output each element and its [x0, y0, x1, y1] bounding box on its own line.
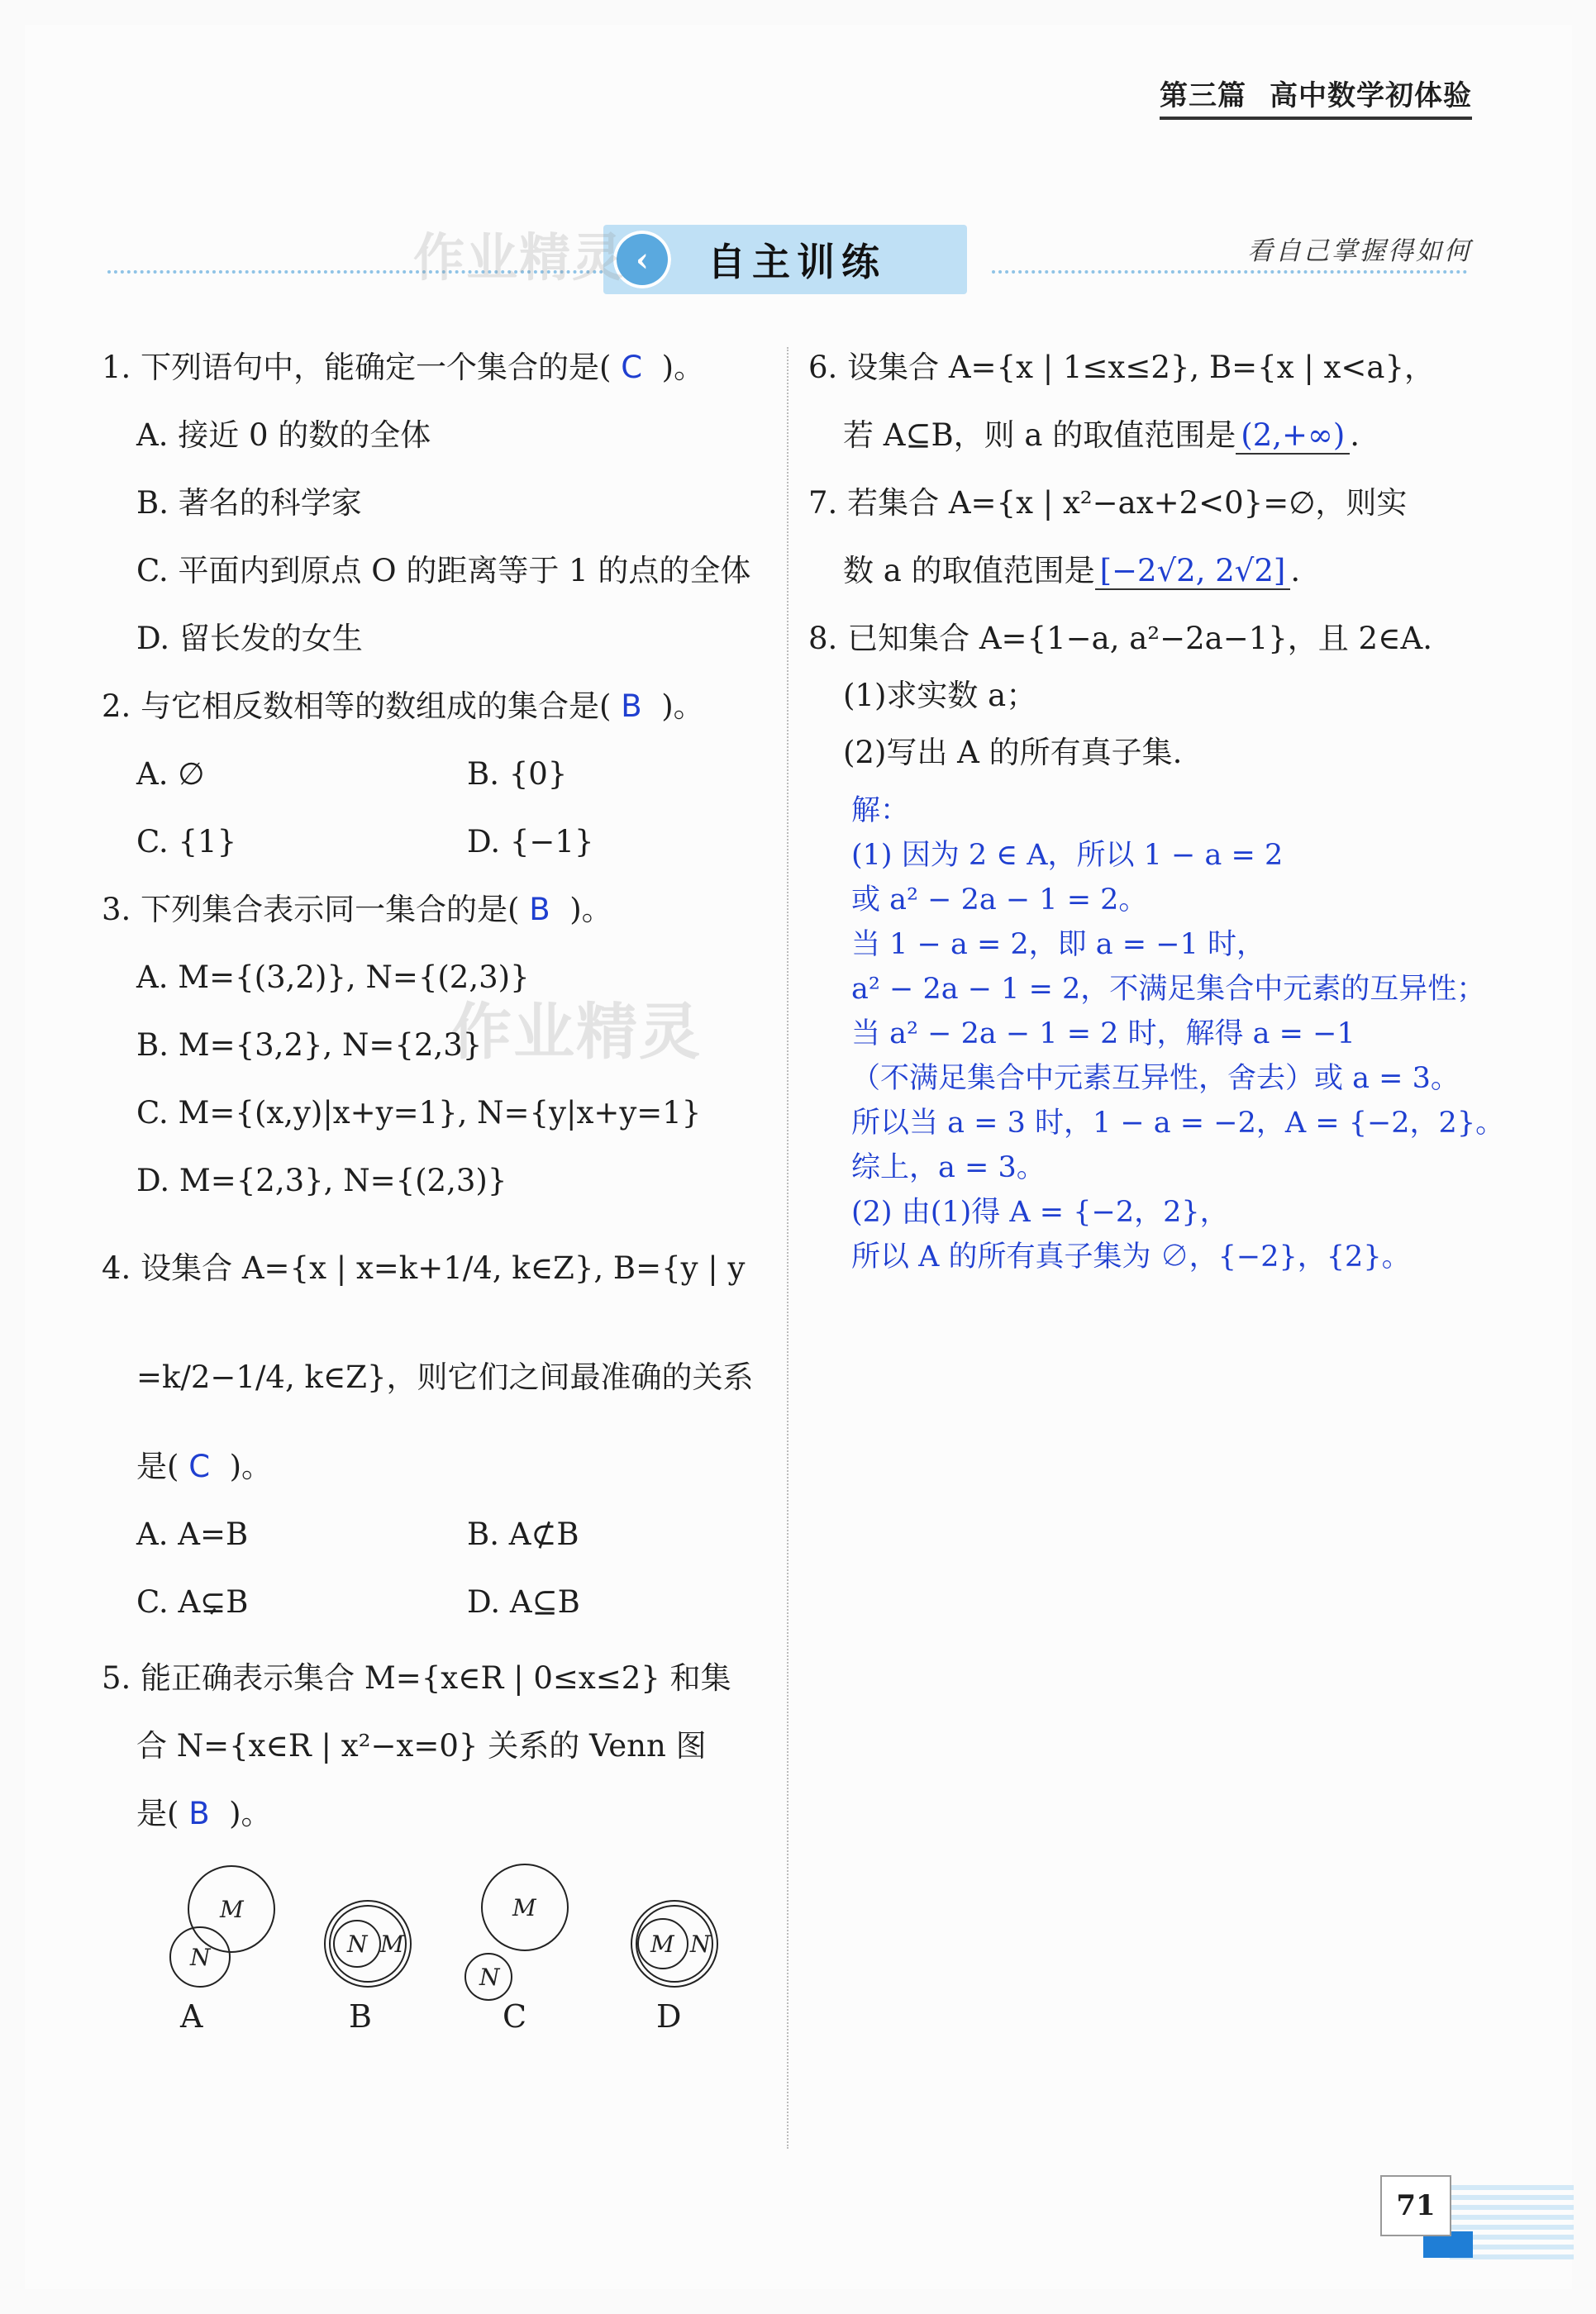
- question-8-part2: (2)写出 A 的所有真子集.: [843, 735, 1183, 770]
- option: C. M={(x,y)|x+y=1}, N={y|x+y=1}: [136, 1095, 702, 1131]
- set-m-label: M: [220, 1896, 244, 1923]
- set-n-label: N: [347, 1931, 368, 1958]
- solution-line: （不满足集合中元素互异性，舍去）或 a = 3。: [851, 1062, 1460, 1095]
- solution-line: 当 a² − 2a − 1 = 2 时，解得 a = −1: [851, 1017, 1355, 1050]
- option: B. 著名的科学家: [136, 485, 362, 521]
- question-5-line1: 5. 能正确表示集合 M={x∈R | 0≤x≤2} 和集: [102, 1660, 731, 1696]
- option: B. {0}: [467, 756, 568, 792]
- set-m-label: M: [380, 1931, 404, 1958]
- option: A. ∅: [136, 756, 205, 792]
- set-n-label: N: [479, 1964, 500, 1991]
- question-3: 3. 下列集合表示同一集合的是( B )。: [102, 892, 612, 927]
- venn-label: B: [349, 1998, 372, 2035]
- question-5-line3: 是( B )。: [136, 1796, 272, 1831]
- solution-line: (1) 因为 2 ∈ A，所以 1 − a = 2: [851, 839, 1284, 872]
- venn-d: [631, 1901, 717, 1987]
- solution-line: 当 1 − a = 2，即 a = −1 时，: [851, 928, 1265, 961]
- banner-title: 自主训练: [707, 240, 886, 284]
- solution-line: 所以当 a = 3 时，1 − a = −2，A = {−2，2}。: [851, 1107, 1505, 1140]
- venn-a: [170, 1866, 274, 1987]
- option: A. 接近 0 的数的全体: [136, 417, 431, 453]
- solution-line: 综上，a = 3。: [851, 1151, 1046, 1184]
- clock-icon: ‹: [613, 231, 671, 288]
- venn-diagrams: [149, 1851, 744, 2033]
- option: B. A⊄B: [467, 1516, 579, 1552]
- question-2: 2. 与它相反数相等的数组成的集合是( B )。: [102, 688, 704, 724]
- column-divider: [787, 347, 788, 2149]
- solution-line: 或 a² − 2a − 1 = 2。: [851, 883, 1148, 917]
- solution-line: 所以 A 的所有真子集为 ∅，{−2}，{2}。: [851, 1240, 1411, 1274]
- set-m-label: M: [512, 1894, 536, 1921]
- watermark: 作业精灵: [450, 997, 702, 1068]
- question-4-line3: 是( C )。: [136, 1449, 273, 1484]
- watermark: 作业精灵: [413, 227, 626, 288]
- option: C. A⊊B: [136, 1584, 249, 1620]
- option: D. {−1}: [467, 824, 594, 859]
- question-5-line2: 合 N={x∈R | x²−x=0} 关系的 Venn 图: [136, 1728, 707, 1764]
- question-6-line1: 6. 设集合 A={x | 1≤x≤2}, B={x | x<a}，: [808, 350, 1436, 385]
- answer: B: [188, 1796, 210, 1831]
- banner-subtitle: 看自己掌握得如何: [1247, 236, 1472, 266]
- question-4-line1: 4. 设集合 A={x | x=k+1/4, k∈Z}, B={y | y: [102, 1250, 746, 1286]
- set-n-label: N: [190, 1944, 211, 1971]
- question-4-line2: =k/2−1/4, k∈Z}，则它们之间最准确的关系: [136, 1359, 754, 1395]
- option: B. M={3,2}, N={2,3}: [136, 1027, 483, 1063]
- question-6-line2: 若 A⊆B，则 a 的取值范围是 (2,+∞) .: [843, 417, 1360, 453]
- solution-line: 解：: [851, 794, 910, 827]
- set-m-label: M: [650, 1931, 674, 1958]
- option: D. A⊆B: [467, 1584, 580, 1620]
- set-n-label: N: [690, 1931, 711, 1958]
- answer-blank: (2,+∞): [1236, 417, 1350, 455]
- venn-b: [325, 1901, 411, 1987]
- answer: B: [529, 892, 550, 927]
- option: C. 平面内到原点 O 的距离等于 1 的点的全体: [136, 553, 751, 588]
- answer: B: [621, 688, 642, 724]
- option: D. 留长发的女生: [136, 621, 363, 656]
- dotted-rule-right: [992, 270, 1467, 274]
- answer: C: [621, 350, 643, 385]
- question-8-line1: 8. 已知集合 A={1−a, a²−2a−1}，且 2∈A.: [808, 621, 1432, 656]
- option: C. {1}: [136, 824, 237, 859]
- option: A. A=B: [136, 1516, 249, 1552]
- answer-blank: [−2√2, 2√2]: [1095, 553, 1291, 590]
- option: D. M={2,3}, N={(2,3)}: [136, 1163, 507, 1198]
- venn-label: C: [503, 1998, 527, 2035]
- solution-line: (2) 由(1)得 A = {−2，2}，: [851, 1196, 1229, 1229]
- page-number: 71: [1380, 2175, 1451, 2236]
- answer: C: [188, 1449, 211, 1484]
- page-header: [1160, 73, 1472, 120]
- section-banner: [603, 225, 967, 294]
- question-7-line2: 数 a 的取值范围是 [−2√2, 2√2] .: [843, 553, 1301, 588]
- solution-line: a² − 2a − 1 = 2，不满足集合中元素的互异性；: [851, 973, 1486, 1006]
- part-label: 第三篇: [1160, 79, 1246, 112]
- venn-label: D: [656, 1998, 682, 2035]
- chapter-title: 高中数学初体验: [1270, 79, 1472, 112]
- venn-c: [465, 1864, 568, 2000]
- question-1: 1. 下列语句中，能确定一个集合的是( C )。: [102, 350, 705, 385]
- option: A. M={(3,2)}, N={(2,3)}: [136, 959, 530, 995]
- question-7-line1: 7. 若集合 A={x | x²−ax+2<0}=∅，则实: [808, 485, 1408, 521]
- venn-label: A: [180, 1998, 203, 2035]
- question-8-part1: (1)求实数 a；: [843, 678, 1037, 713]
